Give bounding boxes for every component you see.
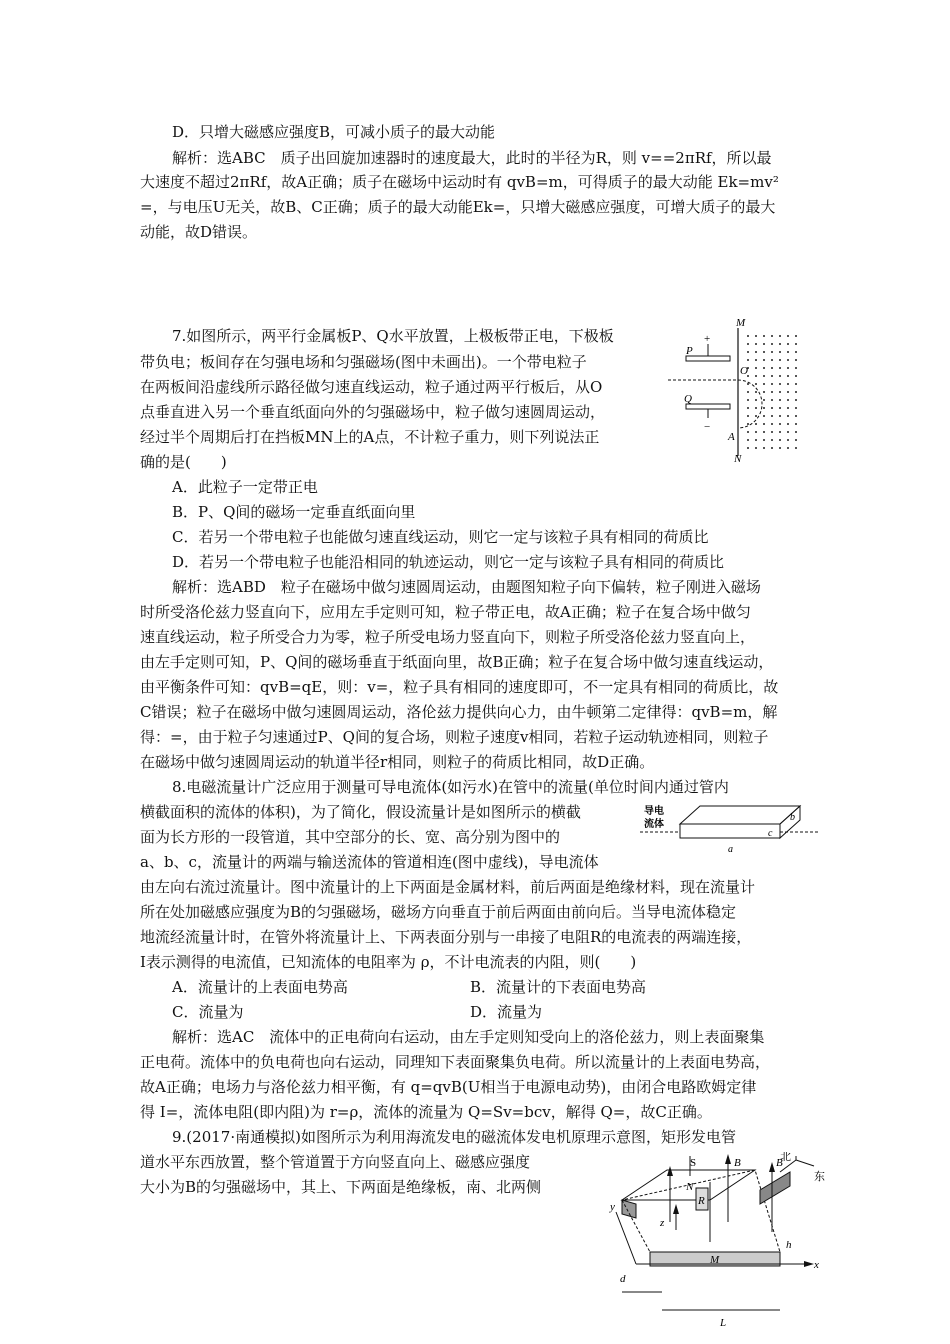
- q8-solution-line: 解析：选AC 流体中的正电荷向右运动，由左手定则知受向上的洛伦兹力，则上表面聚集: [172, 1028, 765, 1046]
- q7-solution-line: 由平衡条件可知：qvB=qE，则：v=，粒子具有相同的速度即可，不一定具有相同的荷质比，故: [140, 678, 779, 696]
- q6-solution-line: 动能，故D错误。: [140, 223, 258, 241]
- field-dot: [755, 375, 757, 377]
- field-dot: [747, 391, 749, 393]
- label-n: N: [686, 1181, 694, 1193]
- field-dot: [795, 343, 797, 345]
- field-dot: [795, 431, 797, 433]
- field-dot: [755, 399, 757, 401]
- q7-stem-line: 在两板间沿虚线所示路径做匀速直线运动，粒子通过两平行板后，从O: [140, 378, 603, 396]
- field-dot: [779, 423, 781, 425]
- q8-stem-line: 面为长方形的一段管道，其中空部分的长、宽、高分别为图中的: [140, 828, 561, 846]
- q7-solution-line: C错误；粒子在磁场中做匀速圆周运动，洛伦兹力提供向心力，由牛顿第二定律得：qvB=m，解: [140, 703, 778, 721]
- field-dot: [779, 367, 781, 369]
- field-dot: [771, 399, 773, 401]
- q8-stem-line: 8.电磁流量计广泛应用于测量可导电流体(如污水)在管中的流量(单位时间内通过管内: [172, 778, 729, 796]
- field-dot: [755, 423, 757, 425]
- field-dot: [795, 439, 797, 441]
- q8-stem-line: 由左向右流过流量计。图中流量计的上下两面是金属材料，前后两面是绝缘材料，现在流量计: [140, 878, 756, 896]
- field-dot: [755, 335, 757, 337]
- field-dot: [787, 439, 789, 441]
- label-m: M: [710, 1254, 720, 1266]
- field-dot: [771, 359, 773, 361]
- q7-solution-line: 时所受洛伦兹力竖直向下，应用左手定则可知，粒子带正电，故A正确；粒子在复合场中做匀: [140, 603, 751, 621]
- field-dot: [779, 415, 781, 417]
- field-dot: [771, 343, 773, 345]
- field-dot: [763, 359, 765, 361]
- q8-stem-line: 横截面积的流体的体积)，为了简化，假设流量计是如图所示的横截: [140, 803, 581, 821]
- q9-stem-line: 9.(2017·南通模拟)如图所示为利用海流发电的磁流体发电机原理示意图，矩形发电管: [172, 1128, 736, 1146]
- field-dot: [755, 383, 757, 385]
- field-dot: [755, 351, 757, 353]
- minus-sign: −: [704, 421, 711, 433]
- field-dot: [747, 351, 749, 353]
- q7-option-c: C．若另一个带电粒子也能做匀速直线运动，则它一定与该粒子具有相同的荷质比: [172, 528, 709, 546]
- field-dot: [795, 335, 797, 337]
- field-dot: [795, 367, 797, 369]
- field-dot: [787, 447, 789, 449]
- field-dot: [763, 431, 765, 433]
- q7-stem-line: 点垂直进入另一个垂直纸面向外的匀强磁场中，粒子做匀速圆周运动，: [140, 403, 606, 421]
- field-dot: [787, 335, 789, 337]
- q6-option-d: D．只增大磁感应强度B，可减小质子的最大动能: [172, 123, 496, 141]
- q7-solution-line: 速直线运动，粒子所受合力为零，粒子所受电场力竖直向下，则粒子所受洛伦兹力竖直向上，: [140, 628, 756, 646]
- field-dot: [755, 343, 757, 345]
- label-r: R: [698, 1195, 705, 1207]
- field-dot: [755, 359, 757, 361]
- label-north: 北: [780, 1152, 791, 1163]
- field-dot: [795, 447, 797, 449]
- field-dot: [771, 335, 773, 337]
- duct-west-plate: [622, 1200, 636, 1218]
- field-dot: [747, 343, 749, 345]
- field-dot: [779, 351, 781, 353]
- field-dot: [779, 447, 781, 449]
- field-dot: [755, 431, 757, 433]
- field-dot: [763, 391, 765, 393]
- field-dot: [763, 423, 765, 425]
- q7-solution-line: 解析：选ABD 粒子在磁场中做匀速圆周运动，由题图知粒子向下偏转，粒子刚进入磁场: [172, 578, 761, 596]
- field-dot: [747, 415, 749, 417]
- meter-front-face: [680, 824, 780, 838]
- q8-figure: [640, 798, 820, 860]
- label-a: A: [728, 431, 735, 443]
- field-dot: [755, 447, 757, 449]
- q7-stem-line: 带负电；板间存在匀强电场和匀强磁场(图中未画出)。一个带电粒子: [140, 353, 587, 371]
- field-dot: [747, 383, 749, 385]
- q6-solution-line: 解析：选ABC 质子出回旋加速器时的速度最大，此时的半径为R，则 v==2πRf，所以最: [172, 149, 772, 167]
- field-dot: [755, 407, 757, 409]
- label-east: 东: [814, 1171, 825, 1183]
- field-dot: [787, 343, 789, 345]
- field-dot: [763, 351, 765, 353]
- field-dot: [763, 407, 765, 409]
- label-c: c: [768, 828, 773, 839]
- field-dot: [755, 367, 757, 369]
- field-dot: [795, 359, 797, 361]
- field-dot: [755, 415, 757, 417]
- field-dot: [747, 431, 749, 433]
- field-dot: [763, 415, 765, 417]
- plus-sign: +: [704, 333, 711, 345]
- field-dot: [763, 375, 765, 377]
- field-dot: [787, 391, 789, 393]
- q9-figure: [600, 1152, 828, 1332]
- q8-stem-line: 所在处加磁感应强度为B的匀强磁场，磁场方向垂直于前后两面由前向后。当导电流体稳定: [140, 903, 737, 921]
- field-dot: [787, 359, 789, 361]
- field-dot: [779, 375, 781, 377]
- field-dot: [779, 359, 781, 361]
- field-dot: [779, 399, 781, 401]
- q8-solution-line: 得 I=，流体电阻(即内阻)为 r=ρ，流体的流量为 Q=Sv=bcv，解得 Q=，故C正确。: [140, 1103, 712, 1121]
- q7-solution-line: 在磁场中做匀速圆周运动的轨道半径r相同，则粒子的荷质比相同，故D正确。: [140, 753, 655, 771]
- field-dot: [779, 407, 781, 409]
- label-h: h: [786, 1239, 792, 1251]
- field-dot: [779, 391, 781, 393]
- q7-solution-line: 由左手定则可知，P、Q间的磁场垂直于纸面向里，故B正确；粒子在复合场中做匀速直线运动，: [140, 653, 774, 671]
- field-dot: [771, 383, 773, 385]
- field-dot: [771, 351, 773, 353]
- q8-option-a: A．流量计的上表面电势高: [172, 978, 348, 996]
- q9-stem-line: 道水平东西放置，整个管道置于方向竖直向上、磁感应强度: [140, 1153, 531, 1171]
- field-dot: [771, 423, 773, 425]
- q7-option-d: D．若另一个带电粒子也能沿相同的轨迹运动，则它一定与该粒子具有相同的荷质比: [172, 553, 725, 571]
- field-dot: [763, 439, 765, 441]
- q8-stem-line: I表示测得的电流值，已知流体的电阻率为 ρ，不计电流表的内阻，则( ): [140, 953, 637, 971]
- field-dot: [771, 439, 773, 441]
- field-dot: [771, 415, 773, 417]
- field-dot: [747, 359, 749, 361]
- label-y: y: [610, 1201, 615, 1213]
- field-dot: [755, 391, 757, 393]
- field-dot: [779, 439, 781, 441]
- label-q: Q: [684, 393, 692, 405]
- plate-q: [686, 404, 730, 409]
- field-dot: [779, 343, 781, 345]
- meter-top-face: [680, 806, 800, 824]
- field-dot: [771, 447, 773, 449]
- q7-solution-line: 得：=，由于粒子匀速通过P、Q间的复合场，则粒子速度v相同，若粒子运动轨迹相同，则粒子: [140, 728, 769, 746]
- q8-option-b: B．流量计的下表面电势高: [470, 978, 647, 996]
- label-a: a: [728, 844, 733, 855]
- field-dot: [763, 343, 765, 345]
- field-dot: [763, 447, 765, 449]
- q7-figure: [668, 316, 808, 466]
- field-dot: [763, 383, 765, 385]
- duct-east-plate: [760, 1172, 790, 1204]
- q8-solution-line: 故A正确；电场力与洛伦兹力相平衡，有 q=qvB(U相当于电源电动势)，由闭合电路欧姆定律: [140, 1078, 757, 1096]
- q7-stem-line: 7.如图所示，两平行金属板P、Q水平放置，上极板带正电，下极板: [172, 327, 614, 345]
- field-dot: [779, 431, 781, 433]
- field-dot: [763, 399, 765, 401]
- field-dot: [787, 383, 789, 385]
- label-p: P: [686, 345, 693, 357]
- label-b1: B: [734, 1157, 741, 1169]
- magnetic-field-dots: [747, 335, 797, 449]
- label-s: S: [690, 1157, 697, 1169]
- label-n: N: [734, 453, 742, 465]
- circular-path: [738, 380, 762, 428]
- label-fluid: 流体: [644, 819, 664, 830]
- field-dot: [795, 383, 797, 385]
- q9-stem-line: 大小为B的匀强磁场中，其上、下两面是绝缘板，南、北两侧: [140, 1178, 542, 1196]
- field-dot: [795, 407, 797, 409]
- field-dot: [779, 335, 781, 337]
- label-l: L: [720, 1317, 727, 1329]
- field-dot: [747, 447, 749, 449]
- q7-stem-line: 确的是( ): [140, 453, 227, 471]
- field-dot: [771, 431, 773, 433]
- field-dot: [771, 367, 773, 369]
- q6-solution-line: =，与电压U无关，故B、C正确；质子的最大动能Ek=，只增大磁感应强度，可增大质子的最大: [140, 198, 776, 216]
- label-conducting: 导电: [644, 806, 664, 817]
- field-dot: [747, 407, 749, 409]
- q8-stem-line: a、b、c，流量计的两端与输送流体的管道相连(图中虚线)，导电流体: [140, 853, 599, 871]
- label-x: x: [814, 1259, 819, 1271]
- field-dot: [795, 399, 797, 401]
- field-dot: [795, 351, 797, 353]
- label-b: b: [790, 812, 795, 823]
- field-dot: [787, 375, 789, 377]
- field-dot: [795, 423, 797, 425]
- q8-option-d: D．流量为: [470, 1003, 543, 1021]
- q6-solution-line: 大速度不超过2πRf，故A正确；质子在磁场中运动时有 qvB=m，可得质子的最大动能 Ek=mv²: [140, 173, 779, 191]
- field-dot: [747, 439, 749, 441]
- field-dot: [771, 375, 773, 377]
- field-dot: [787, 399, 789, 401]
- label-d: d: [620, 1273, 626, 1285]
- q7-stem-line: 经过半个周期后打在挡板MN上的A点，不计粒子重力，则下列说法正: [140, 428, 600, 446]
- q8-option-c: C．流量为: [172, 1003, 244, 1021]
- field-dot: [795, 375, 797, 377]
- field-dot: [787, 431, 789, 433]
- field-dot: [787, 351, 789, 353]
- field-dot: [795, 391, 797, 393]
- field-dot: [787, 423, 789, 425]
- field-dot: [787, 407, 789, 409]
- field-dot: [771, 391, 773, 393]
- q7-option-b: B．P、Q间的磁场一定垂直纸面向里: [172, 503, 416, 521]
- field-dot: [779, 383, 781, 385]
- label-o: O: [740, 365, 748, 377]
- field-dot: [747, 335, 749, 337]
- q7-option-a: A．此粒子一定带正电: [172, 478, 318, 496]
- field-dot: [771, 407, 773, 409]
- q8-solution-line: 正电荷。流体中的负电荷也向右运动，同理知下表面聚集负电荷。所以流量计的上表面电势高，: [140, 1053, 771, 1071]
- label-z: z: [660, 1217, 665, 1229]
- field-dot: [747, 423, 749, 425]
- field-dot: [763, 335, 765, 337]
- field-dot: [787, 367, 789, 369]
- label-m: M: [736, 317, 746, 329]
- field-dot: [795, 415, 797, 417]
- field-dot: [787, 415, 789, 417]
- q8-stem-line: 地流经流量计时，在管外将流量计上、下两表面分别与一串接了电阻R的电流表的两端连接，: [140, 928, 752, 946]
- field-dot: [755, 439, 757, 441]
- label-b2: B: [776, 1157, 783, 1169]
- field-dot: [747, 399, 749, 401]
- field-dot: [763, 367, 765, 369]
